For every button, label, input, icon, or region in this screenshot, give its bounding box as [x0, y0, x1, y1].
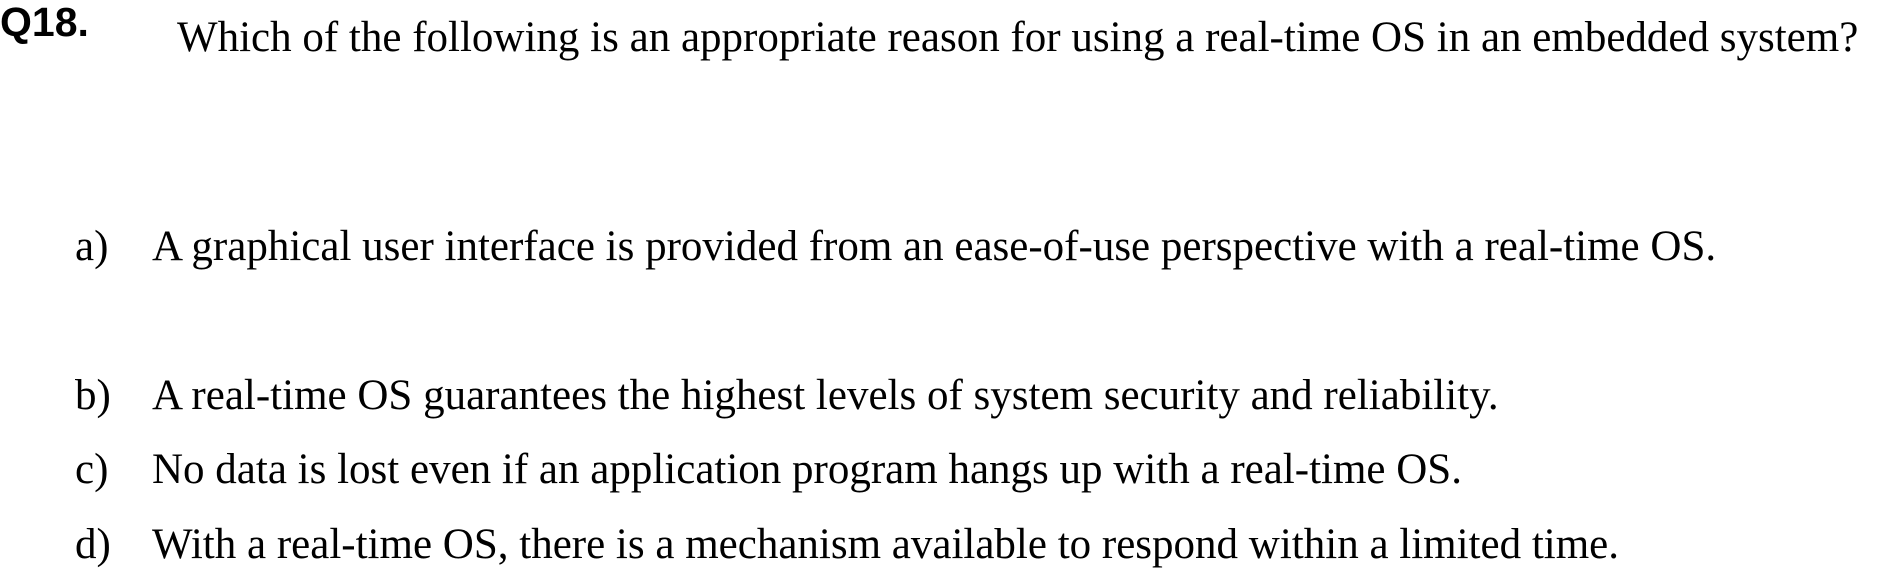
option-b-text: A real-time OS guarantees the highest levels of system security and reliability. — [152, 372, 1499, 419]
option-c-text: No data is lost even if an application program hangs up with a real-time OS. — [152, 446, 1462, 493]
option-a-text: A graphical user interface is provided from an ease-of-use perspective with a real-time OS. — [152, 223, 1717, 270]
option-b-letter: b) — [75, 372, 111, 419]
option-a-letter: a) — [75, 223, 109, 270]
option-d-letter: d) — [75, 521, 111, 568]
option-c-letter: c) — [75, 446, 109, 493]
question-number: Q18. — [0, 0, 89, 45]
question-text: Which of the following is an appropriate reason for using a real-time OS in an embedded system? — [177, 14, 1859, 61]
option-d-text: With a real-time OS, there is a mechanism available to respond within a limited time. — [152, 521, 1620, 568]
